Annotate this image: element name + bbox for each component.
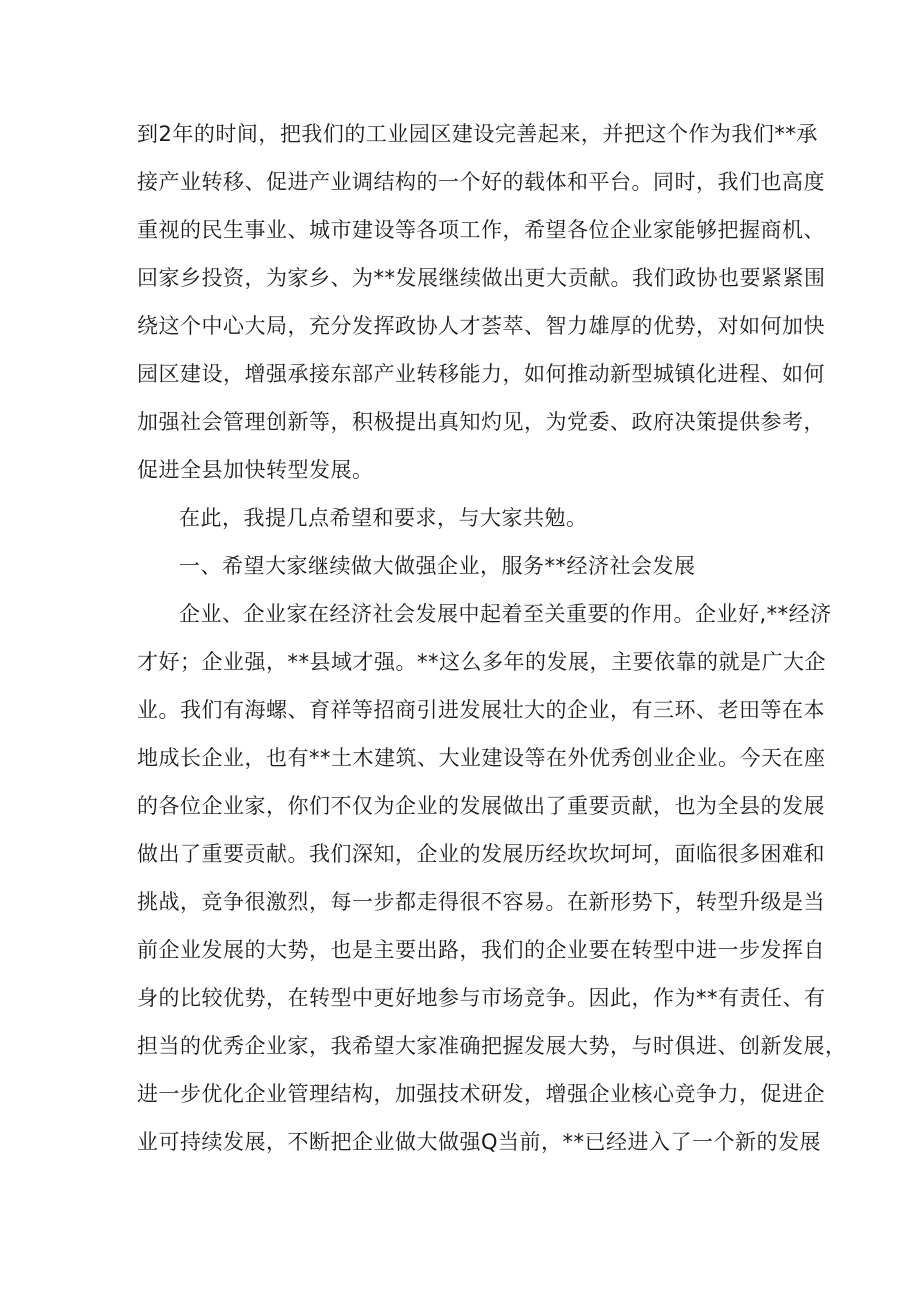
text-line: 担当的优秀企业家，我希望大家准确把握发展大势，与时俱进、创新发展， (137, 1034, 847, 1058)
text-line: 前企业发展的大势，也是主要出路，我们的企业要在转型中进一步发挥自 (137, 938, 825, 962)
text-line: 接产业转移、促进产业调结构的一个好的载体和平台。同时，我们也高度 (137, 170, 825, 194)
text-line: 业。我们有海螺、育祥等招商引进发展壮大的企业，有三环、老田等在本 (137, 698, 825, 722)
text-line: 挑战，竞争很激烈，每一步都走得很不容易。在新形势下，转型升级是当 (137, 890, 825, 914)
section-heading: 一、希望大家继续做大做强企业，服务**经济社会发展 (179, 554, 696, 578)
text-line: 身的比较优势，在转型中更好地参与市场竞争。因此，作为**有责任、有 (137, 986, 826, 1010)
text-line: 做出了重要贡献。我们深知，企业的发展历经坎坎坷坷，面临很多困难和 (137, 842, 825, 866)
text-line: 企业、企业家在经济社会发展中起着至关重要的作用。企业好,**经济 (179, 602, 832, 626)
text-line: 到2年的时间，把我们的工业园区建设完善起来，并把这个作为我们**承 (137, 122, 818, 146)
text-line: 才好；企业强，**县域才强。**这么多年的发展，主要依靠的就是广大企 (137, 650, 826, 674)
text-line: 重视的民生事业、城市建设等各项工作，希望各位企业家能够把握商机、 (137, 218, 825, 242)
text-line: 加强社会管理创新等，积极提出真知灼见，为党委、政府决策提供参考， (137, 410, 825, 434)
text-line: 进一步优化企业管理结构，加强技术研发，增强企业核心竞争力，促进企 (137, 1082, 825, 1106)
text-line: 园区建设，增强承接东部产业转移能力，如何推动新型城镇化进程、如何 (137, 362, 825, 386)
text-line: 在此，我提几点希望和要求，与大家共勉。 (179, 506, 588, 530)
text-line: 绕这个中心大局，充分发挥政协人才荟萃、智力雄厚的优势，对如何加快 (137, 314, 825, 338)
text-line: 促进全县加快转型发展。 (137, 458, 374, 482)
text-line: 业可持续发展，不断把企业做大做强Q当前，**已经进入了一个新的发展 (137, 1130, 822, 1154)
text-line: 回家乡投资，为家乡、为**发展继续做出更大贡献。我们政协也要紧紧围 (137, 266, 826, 290)
text-line: 的各位企业家，你们不仅为企业的发展做出了重要贡献，也为全县的发展 (137, 794, 825, 818)
text-line: 地成长企业，也有**土木建筑、大业建设等在外优秀创业企业。今天在座 (137, 746, 826, 770)
